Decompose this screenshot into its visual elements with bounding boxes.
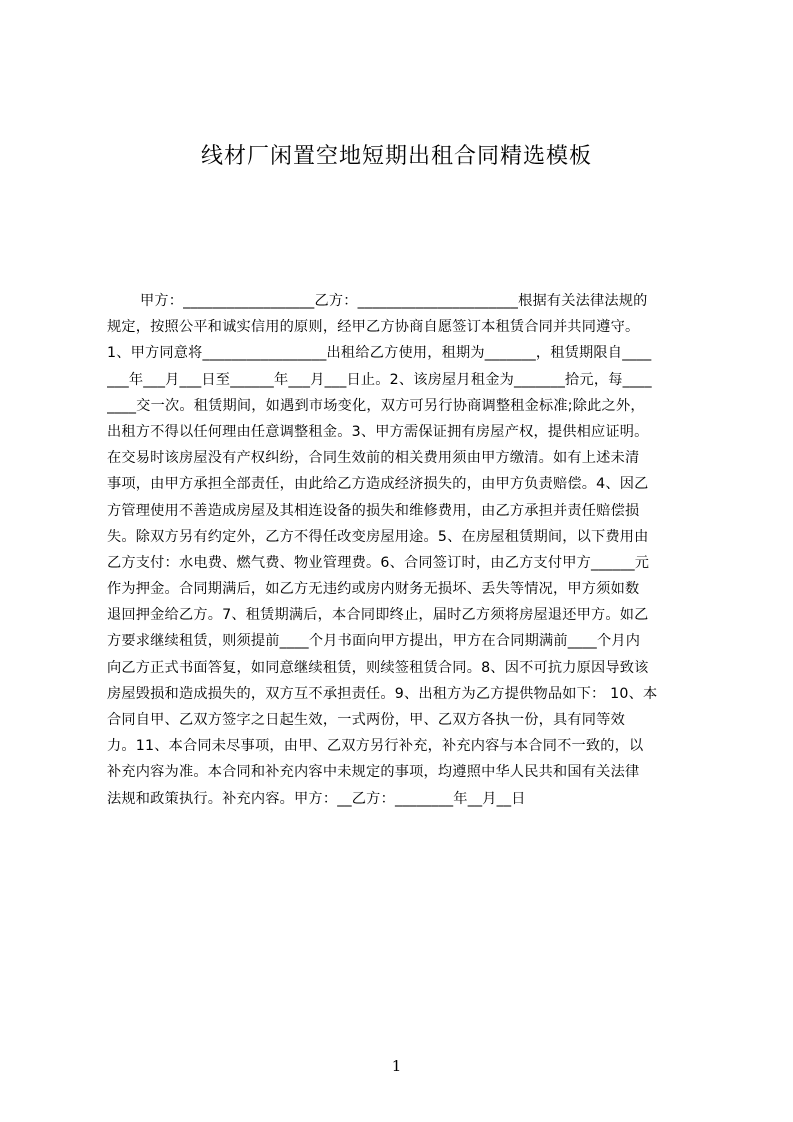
body-line-6: 出租方不得以任何理由任意调整租金。3、甲方需保证拥有房屋产权，提供相应证明。 [107, 423, 649, 440]
page-number: 1 [391, 1057, 402, 1075]
body-line-12: 作为押金。合同期满后，如乙方无违约或房内财务无损坏、丢失等情况，甲方须如数 [107, 581, 640, 598]
body-line-8: 事项，由甲方承担全部责任，由此给乙方造成经济损失的，由甲方负责赔偿。4、因乙 [107, 476, 649, 493]
body-line-10: 失。除双方另有约定外，乙方不得任改变房屋用途。5、在房屋租赁期间，以下费用由 [107, 528, 649, 545]
body-line-1: 甲方：__________________乙方：______________________根据有关法律法规的 [140, 293, 648, 309]
body-line-7: 在交易时该房屋没有产权纠纷，合同生效前的相关费用须由甲方缴清。如有上述未清 [107, 450, 640, 467]
body-line-19: 补充内容为准。本合同和补充内容中未规定的事项，均遵照中华人民共和国有关法律 [107, 764, 640, 781]
body-line-3: 1、甲方同意将_________________出租给乙方使用，租期为_______，租赁期限自____ [107, 345, 652, 362]
body-line-20: 法规和政策执行。补充内容。甲方：__乙方：________年__月__日 [107, 790, 526, 807]
body-line-9: 方管理使用不善造成房屋及其相连设备的损失和维修费用，由乙方承担并责任赔偿损 [107, 502, 640, 519]
document-title: 线材厂闲置空地短期出租合同精选模板 [200, 144, 592, 169]
body-line-11: 乙方支付：水电费、燃气费、物业管理费。6、合同签订时，由乙方支付甲方______元 [107, 554, 650, 571]
body-line-18: 力。11、本合同未尽事项，由甲、乙双方另行补充，补充内容与本合同不一致的，以 [107, 738, 644, 755]
contract-body [107, 288, 697, 828]
body-line-13: 退回押金给乙方。7、租赁期满后，本合同即终止，届时乙方须将房屋退还甲方。如乙 [107, 607, 649, 624]
body-line-17: 合同自甲、乙双方签字之日起生效，一式两份，甲、乙双方各执一份，具有同等效 [107, 712, 625, 728]
body-line-14: 方要求继续租赁，则须提前____个月书面向甲方提出，甲方在合同期满前____个月内 [107, 633, 641, 650]
body-line-2: 规定，按照公平和诚实信用的原则，经甲乙方协商自愿签订本租赁合同并共同遵守。 [107, 319, 640, 336]
body-line-15: 向乙方正式书面答复，如同意继续租赁，则续签租赁合同。8、因不可抗力原因导致该 [107, 659, 649, 676]
body-line-16: 房屋毁损和造成损失的，双方互不承担责任。9、出租方为乙方提供物品如下： 10、本 [107, 685, 658, 702]
body-line-4: ___年___月___日至______年___月___日止。2、该房屋月租金为_______拾元，每____ [107, 371, 652, 388]
body-line-5: ____交一次。租赁期间，如遇到市场变化，双方可另行协商调整租金标准;除此之外， [107, 397, 645, 414]
